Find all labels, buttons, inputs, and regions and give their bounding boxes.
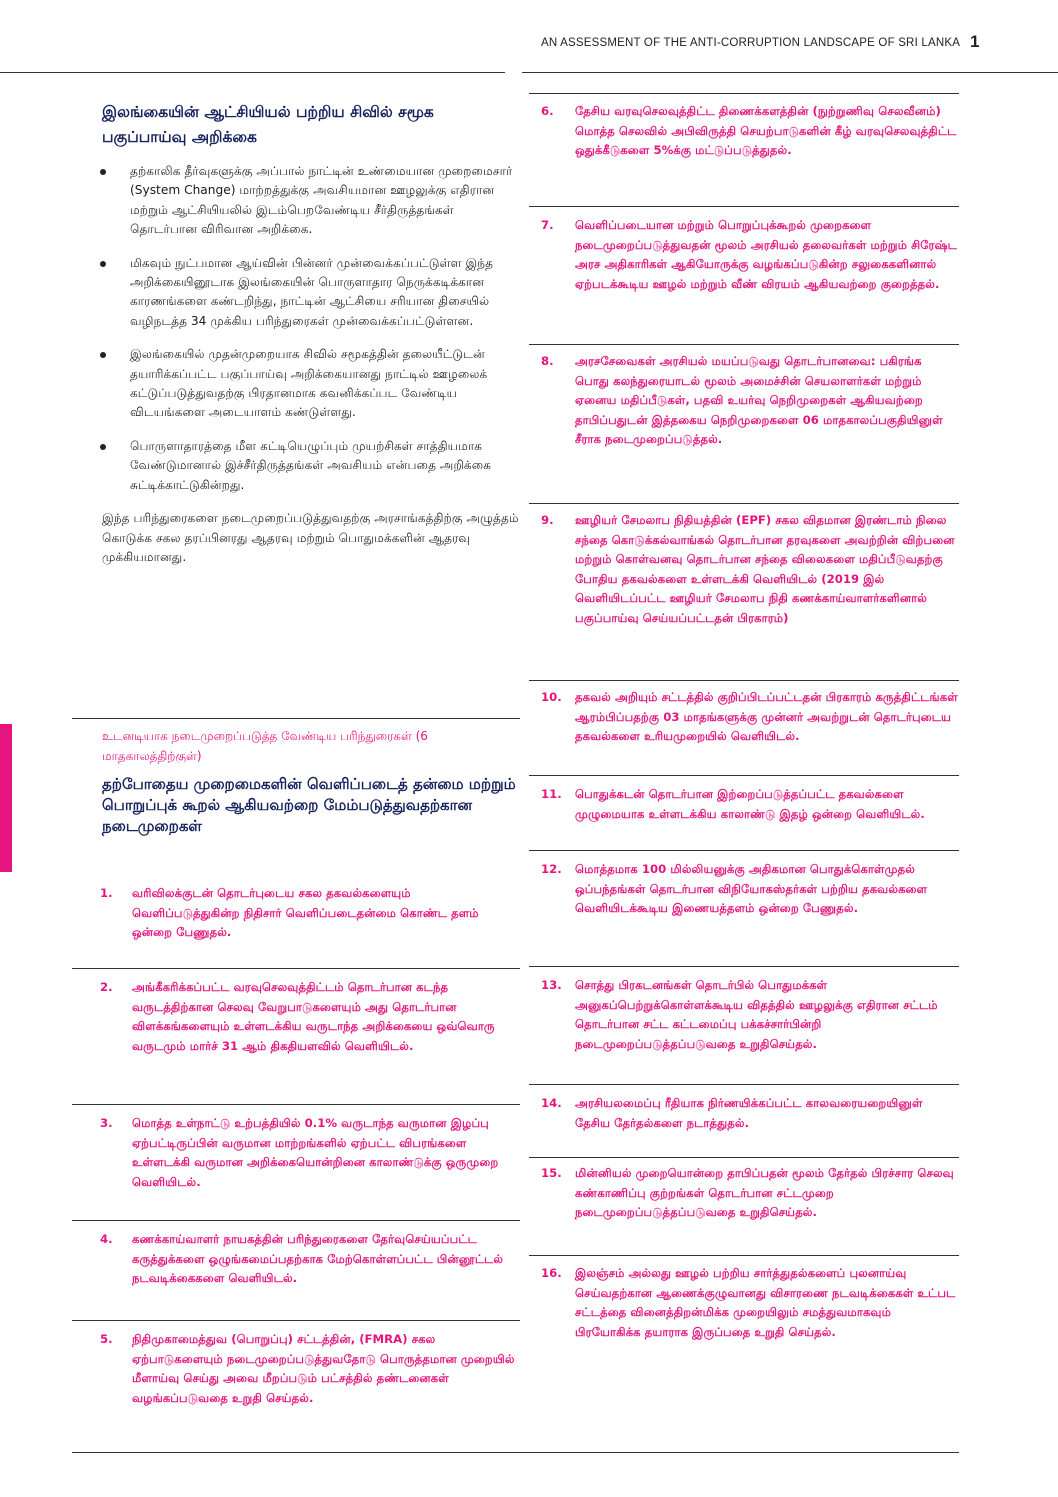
recommendation-item xyxy=(541,1094,959,1133)
recommendation-text: வெளிப்படையான மற்றும் பொறுப்புக்கூறல் முறைகளை நடைமுறைப்படுத்துவதன் மூலம் அரசியல் தலைவர்கள் மற்றும் சிரேஷ்ட அரச அதிகாரிகள் ஆகியோருக்கு வழங்கப்படுகின்ற சலுகைகளினால் ஏற்படக்கூடிய ஊழல் மற்றும் வீண் விரயம் ஆகியவற்றை குறைத்தல். xyxy=(575,218,957,291)
recommendation-divider xyxy=(72,1220,520,1221)
recommendation-number: 13. xyxy=(541,978,562,992)
recommendation-item xyxy=(541,1164,959,1223)
bullet-dot-icon xyxy=(100,261,106,267)
recommendation-item xyxy=(100,884,518,943)
recommendation-item xyxy=(541,976,959,1054)
recommendation-item xyxy=(541,785,959,824)
recommendation-item xyxy=(541,352,959,450)
recommendation-item xyxy=(541,102,959,161)
recommendation-item xyxy=(541,216,959,294)
recommendation-text: அரசியலமைப்பு ரீதியாக நிர்ணயிக்கப்பட்ட காலவரையறையினுள் தேசிய தேர்தல்களை நடாத்துதல். xyxy=(575,1096,923,1130)
recommendation-item xyxy=(541,860,959,919)
recommendation-number: 7. xyxy=(541,218,554,232)
recommendation-item xyxy=(541,1264,959,1342)
footer-rule xyxy=(72,1452,959,1453)
recommendation-text: இலஞ்சம் அல்லது ஊழல் பற்றிய சார்த்துதல்களைப் புலனாய்வு செய்வதற்கான ஆணைக்குழுவானது விசாரணை நடவடிக்கைகள் உட்பட சட்டத்தை வினைத்திறன்மிக்க முறையிலும் சமத்துவமாகவும் பிரயோகிக்க தயாராக இருப்பதை உறுதி செய்தல். xyxy=(575,1266,956,1339)
recommendation-number: 16. xyxy=(541,1266,562,1280)
header-rule-right xyxy=(522,72,1058,73)
recommendation-number: 8. xyxy=(541,354,554,368)
recommendation-item xyxy=(100,978,518,1056)
recommendation-divider xyxy=(529,503,959,504)
recommendation-divider xyxy=(529,93,959,94)
intro-bullet xyxy=(72,345,520,423)
intro-bullet xyxy=(72,437,520,495)
recommendation-text: அரசசேவைகள் அரசியல் மயப்படுவது தொடர்பானவை: பகிரங்க பொது கலந்துரையாடல் மூலம் அமைச்சின் செயலாளர்கள் மற்றும் ஏனைய மதிப்பீடுகள், பதவி உயர்வு நெறிமுறைகள் ஆகியவற்றை தாபிப்பதுடன் இத்தகைய நெறிமுறைகளை 06 மாதகாலப்பகுதியினுள் சீராக நடைமுறைப்படுத்தல். xyxy=(575,354,943,447)
recommendation-item xyxy=(100,1114,518,1192)
recommendation-text: கணக்காய்வாளர் நாயகத்தின் பரிந்துரைகளை தேர்வுசெய்யப்பட்ட கருத்துக்களை ஒழுங்கமைப்பதற்காக மேற்கொள்ளப்பட்ட பின்னூட்டல் நடவடிக்கைகளை வெளியிடல். xyxy=(132,1232,504,1286)
header-rule-left xyxy=(0,72,505,73)
bullet-dot-icon xyxy=(100,169,106,175)
recommendation-divider xyxy=(529,1255,959,1256)
recommendation-divider xyxy=(529,680,959,681)
recommendation-text: அங்கீகரிக்கப்பட்ட வரவுசெலவுத்திட்டம் தொடர்பான கடந்த வருடத்திற்கான செலவு வேறுபாடுகளையும் அது தொடர்பான விளக்கங்களையும் உள்ளடக்கிய வருடாந்த அறிக்கையை ஒவ்வொரு வருடமும் மார்ச் 31 ஆம் திகதியளவில் வெளியிடல். xyxy=(132,980,495,1053)
recommendation-number: 3. xyxy=(100,1116,113,1130)
intro-bullet-list xyxy=(72,162,520,495)
recommendation-divider xyxy=(72,1104,520,1105)
recommendation-number: 14. xyxy=(541,1096,562,1110)
intro-bullet-text: இலங்கையில் முதன்முறையாக சிவில் சமூகத்தின் தலையீட்டுடன் தயாரிக்கப்பட்ட பகுப்பாய்வு அறிக்கையானது நாட்டில் ஊழலைக் கட்டுப்படுத்துவதற்கு பிரதானமாக கவனிக்கப்பட வேண்டிய விடயங்களை அடையாளம் கண்டுள்ளது. xyxy=(130,347,488,420)
intro-bullet xyxy=(72,254,520,332)
recommendation-divider xyxy=(529,1157,959,1158)
recommendation-text: வரிவிலக்குடன் தொடர்புடைய சகல தகவல்களையும் வெளிப்படுத்துகின்ற நிதிசார் வெளிப்படைதன்மை கொண்ட தளம் ஒன்றை பேணுதல். xyxy=(132,886,479,940)
bullet-dot-icon xyxy=(100,444,106,450)
intro-heading: இலங்கையின் ஆட்சியியல் பற்றிய சிவில் சமூக பகுப்பாய்வு அறிக்கை xyxy=(102,103,434,146)
recommendation-text: ஊழியர் சேமலாப நிதியத்தின் (EPF) சகல விதமான இரண்டாம் நிலை சந்தை கொடுக்கல்வாங்கல் தொடர்பான தரவுகளை அவற்றின் விற்பனை மற்றும் கொள்வனவு தொடர்பான சந்தை விலைகளை மதிப்பீடுவதற்கு போதிய தகவல்களை உள்ளடக்கி வெளியிடல் (2019 இல் வெளியிடப்பட்ட ஊழியர் சேமலாப நிதி கணக்காய்வாளர்களினால் பகுப்பாய்வு செய்யப்பட்டதன் பிரகாரம்) xyxy=(575,513,955,625)
section-title: தற்போதைய முறைமைகளின் வெளிப்படைத் தன்மை மற்றும் பொறுப்புக் கூறல் ஆகியவற்றை மேம்படுத்துவதற்கான நடைமுறைகள் xyxy=(102,775,516,835)
intro-bullet-text: தற்காலிக தீர்வுகளுக்கு அப்பால் நாட்டின் உண்மையான முறைமைசார் (System Change) மாற்றத்துக்கு அவசியமான ஊழலுக்கு எதிரான மற்றும் ஆட்சியியலில் இடம்பெறவேண்டிய சீர்திருத்தங்கள் தொடர்பான விரிவான அறிக்கை. xyxy=(130,164,513,237)
intro-bullet-text: பொருளாதாரத்தை மீள கட்டியெழுப்பும் முயற்சிகள் சாத்தியமாக வேண்டுமானால் இச்சீர்திருத்தங்கள் அவசியம் என்பதை அறிக்கை சுட்டிக்காட்டுகின்றது. xyxy=(130,438,492,492)
recommendation-text: மொத்தமாக 100 மில்லியனுக்கு அதிகமான பொதுக்கொள்முதல் ஒப்பந்தங்கள் தொடர்பான விநியோகஸ்தர்கள் பற்றிய தகவல்களை வெளியிடக்கூடிய இணையத்தளம் ஒன்றை பேணுதல். xyxy=(575,862,928,916)
section-subtitle: உடனடியாக நடைமுறைப்படுத்த வேண்டிய பரிந்துரைகள் (6 மாதகாலத்திற்குள்) xyxy=(102,729,428,763)
bullet-dot-icon xyxy=(100,352,106,358)
recommendation-divider xyxy=(72,1320,520,1321)
header-title: AN ASSESSMENT OF THE ANTI-CORRUPTION LANDSCAPE OF SRI LANKA xyxy=(541,37,961,49)
recommendation-item xyxy=(541,511,959,629)
recommendation-number: 10. xyxy=(541,690,562,704)
recommendation-item xyxy=(541,688,959,747)
intro-closing: இந்த பரிந்துரைகளை நடைமுறைப்படுத்துவதற்கு அரசாங்கத்திற்கு அழுத்தம் கொடுக்க சகல தரப்பினரது ஆதரவு மற்றும் பொதுமக்களின் ஆதரவு முக்கியமானது. xyxy=(102,511,519,564)
recommendation-divider xyxy=(529,1084,959,1085)
recommendation-text: நிதிமுகாமைத்துவ (பொறுப்பு) சட்டத்தின், (FMRA) சகல ஏற்பாடுகளையும் நடைமுறைப்படுத்துவதோடு பொருத்தமான முறையில் மீளாய்வு செய்து அவை மீறப்படும் பட்சத்தில் தண்டனைகள் வழங்கப்படுவதை உறுதி செய்தல். xyxy=(132,1332,515,1405)
recommendation-divider xyxy=(529,966,959,967)
recommendation-divider xyxy=(529,344,959,345)
recommendation-number: 9. xyxy=(541,513,554,527)
recommendation-text: பொதுக்கடன் தொடர்பான இற்றைப்படுத்தப்பட்ட தகவல்களை முழுமையாக உள்ளடக்கிய காலாண்டு இதழ் ஒன்றை வெளியிடல். xyxy=(575,787,925,821)
recommendation-number: 15. xyxy=(541,1166,562,1180)
recommendation-text: மொத்த உள்நாட்டு உற்பத்தியில் 0.1% வருடாந்த வருமான இழப்பு ஏற்பட்டிருப்பின் வருமான மாற்றங்களில் ஏற்பட்ட விபரங்களை உள்ளடக்கி வருமான அறிக்கையொன்றினை காலாண்டுக்கு ஒருமுறை வெளியிடல். xyxy=(132,1116,499,1189)
intro-bullet-text: மிகவும் நுட்பமான ஆய்வின் பின்னர் முன்வைக்கப்பட்டுள்ள இந்த அறிக்கையினூடாக இலங்கையின் பொருளாதார நெருக்கடிக்கான காரணங்களை கண்டறிந்து, நாட்டின் ஆட்சியை சரியான திசையில் வழிநடத்த 34 முக்கிய பரிந்துரைகள் முன்வைக்கப்பட்டுள்ளன. xyxy=(130,255,494,328)
intro-bullet xyxy=(72,162,520,240)
page-number: 1 xyxy=(970,32,980,51)
intro-column xyxy=(72,100,520,567)
recommendation-number: 12. xyxy=(541,862,562,876)
recommendation-number: 5. xyxy=(100,1332,113,1346)
recommendation-item xyxy=(100,1330,518,1408)
recommendation-number: 2. xyxy=(100,980,113,994)
recommendation-number: 11. xyxy=(541,787,562,801)
recommendation-divider xyxy=(529,850,959,851)
recommendation-divider xyxy=(529,775,959,776)
recommendation-text: தகவல் அறியும் சட்டத்தில் குறிப்பிடப்பட்டதன் பிரகாரம் கருத்திட்டங்கள் ஆரம்பிப்பதற்கு 03 மாதங்களுக்கு முன்னர் அவற்றுடன் தொடர்புடைய தகவல்களை உரியமுறையில் வெளியிடல். xyxy=(575,690,958,744)
recommendation-number: 6. xyxy=(541,104,554,118)
section-header xyxy=(72,726,520,837)
recommendation-number: 1. xyxy=(100,886,113,900)
section-rule xyxy=(72,718,520,719)
recommendation-divider xyxy=(72,968,520,969)
side-tab-marker xyxy=(0,724,12,872)
recommendation-number: 4. xyxy=(100,1232,113,1246)
recommendation-text: சொத்து பிரகடனங்கள் தொடர்பில் பொதுமக்கள் அனுகப்பெற்றுக்கொள்ளக்கூடிய விதத்தில் ஊழலுக்கு எதிரான சட்டம் தொடர்பான சட்ட கட்டமைப்பு பக்கச்சார்பின்றி நடைமுறைப்படுத்தப்படுவதை உறுதிசெய்தல். xyxy=(575,978,938,1051)
recommendation-item xyxy=(100,1230,518,1289)
recommendation-divider xyxy=(529,206,959,207)
recommendation-text: தேசிய வரவுசெலவுத்திட்ட திணைக்களத்தின் (நுற்றுணிவு செலவீனம்) மொத்த செலவில் அபிவிருத்தி செயற்பாடுகளின் கீழ் வரவுசெலவுத்திட்ட ஒதுக்கீடுகளை 5%க்கு மட்டுப்படுத்துதல். xyxy=(575,104,957,158)
recommendation-text: மின்னியல் முறையொன்றை தாபிப்பதன் மூலம் தேர்தல் பிரச்சார செலவு கண்காணிப்பு குற்றங்கள் தொடர்பான சட்டமுறை நடைமுறைப்படுத்தப்படுவதை உறுதிசெய்தல். xyxy=(575,1166,954,1220)
